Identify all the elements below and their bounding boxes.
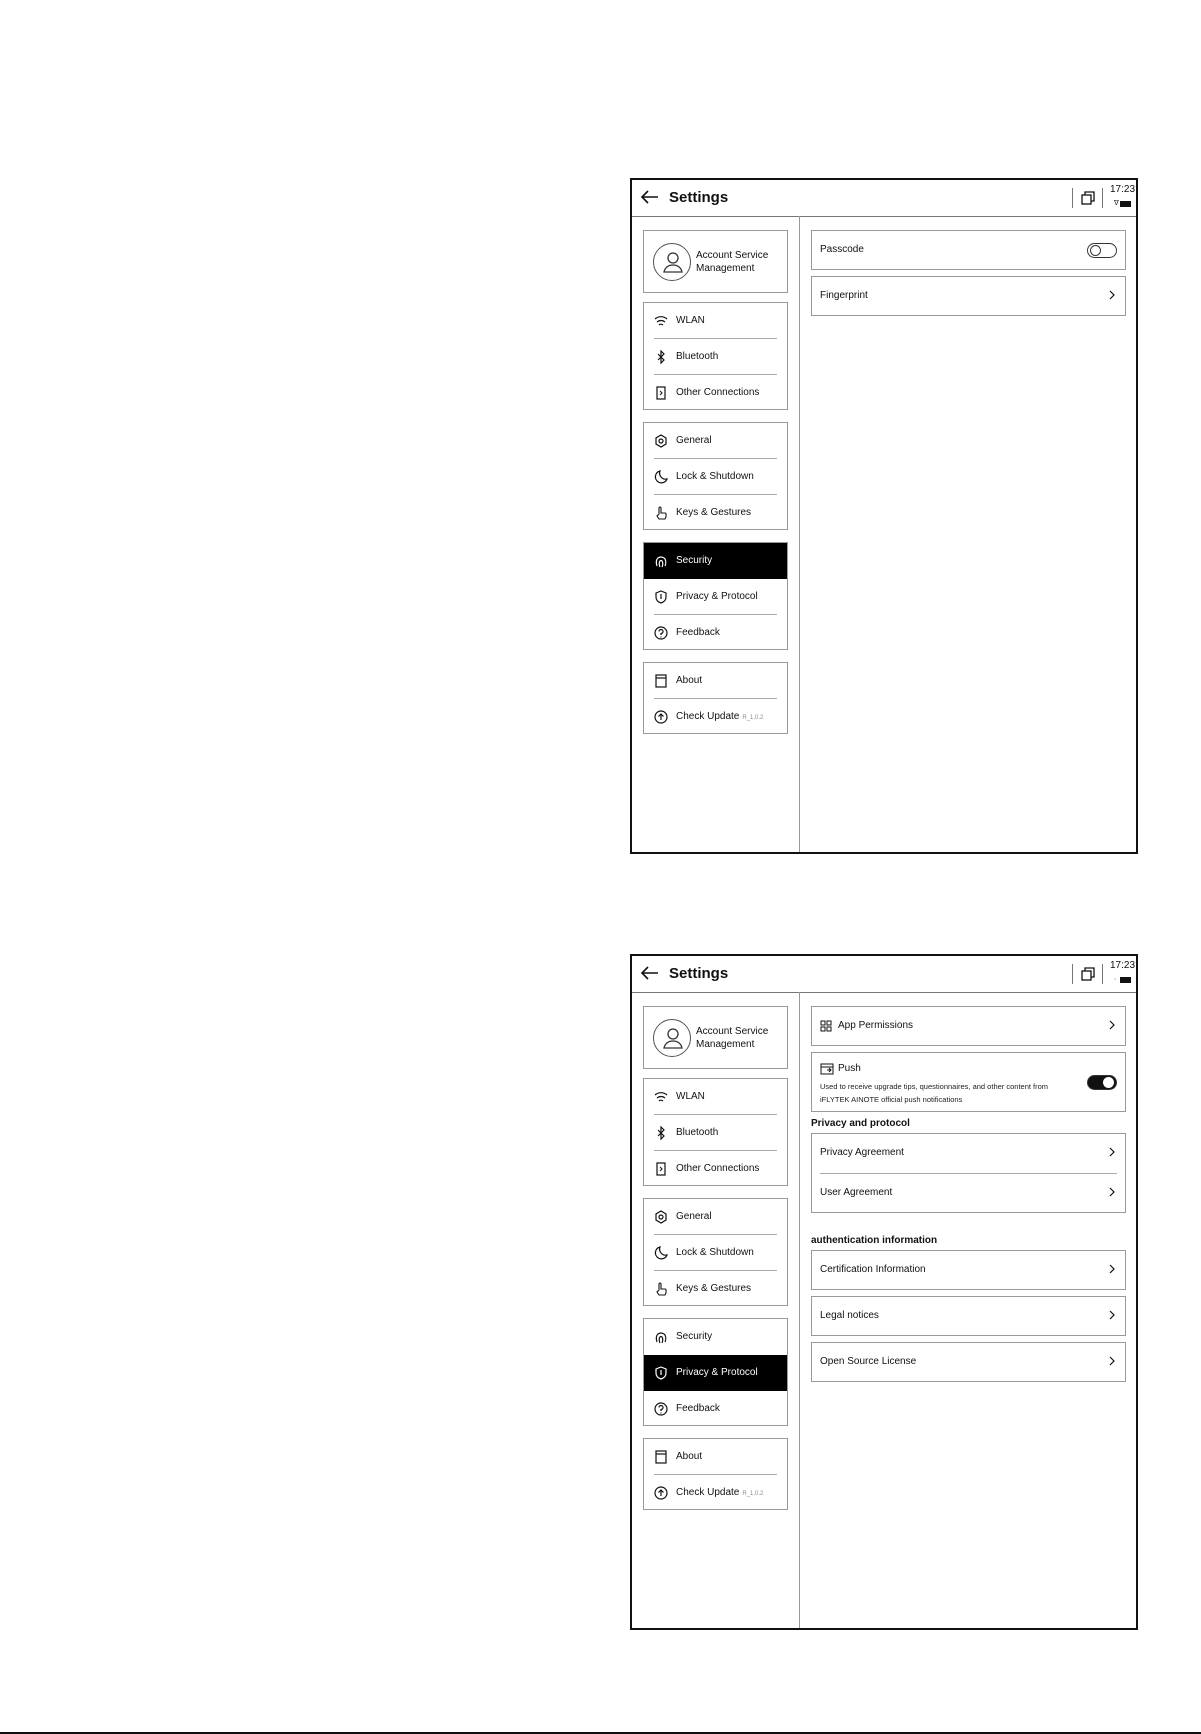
device-icon [654,1450,668,1464]
check-update-label: Check Update [676,1487,740,1498]
divider [1072,188,1073,208]
sidebar-item-label: Security [676,1331,713,1342]
section-title-auth: authentication information [811,1235,938,1246]
sidebar-item-label: Lock & Shutdown [676,471,754,482]
top-bar [632,180,1136,217]
account-card[interactable] [643,230,788,293]
settings-content [800,216,1136,852]
connections-group [643,302,788,410]
user-agreement-label: User Agreement [820,1187,893,1198]
account-label: Account Service Management [696,250,769,274]
account-card[interactable] [643,1006,788,1069]
chevron-right-icon [1109,1264,1115,1274]
bluetooth-icon [654,350,668,364]
app-permissions-label: App Permissions [838,1020,914,1031]
toggle-knob [1103,1077,1114,1088]
fingerprint-row[interactable] [811,276,1126,316]
device-icon [654,674,668,688]
sidebar-item-general[interactable] [644,1199,787,1235]
sidebar-item-privacy-protocol[interactable] [644,1355,787,1391]
sidebar-item-check-update[interactable] [644,1475,787,1511]
shield-icon [654,1366,668,1380]
sidebar-item-label: Bluetooth [676,351,719,362]
certification-row[interactable] [811,1250,1126,1290]
open-source-label: Open Source License [820,1356,917,1367]
chevron-right-icon [1109,1147,1115,1157]
about-group [643,662,788,734]
sidebar-item-wlan[interactable] [644,1079,787,1115]
passcode-toggle[interactable] [1087,243,1117,258]
sidebar-item-label: Bluetooth [676,1127,719,1138]
sidebar-item-label: Keys & Gestures [676,1283,752,1294]
sidebar-item-label: WLAN [676,315,705,326]
chevron-right-icon [1109,1356,1115,1366]
section-title-privacy: Privacy and protocol [811,1118,910,1129]
chevron-right-icon [1109,1310,1115,1320]
sidebar-item-security[interactable] [644,543,787,579]
security-group [643,1318,788,1426]
sidebar-item-label [676,711,763,722]
sidebar-item-label [676,1487,763,1498]
sidebar-item-feedback[interactable] [644,615,787,651]
sidebar-item-privacy-protocol[interactable] [644,579,787,615]
chevron-right-icon [1109,290,1115,300]
user-icon [662,251,684,273]
sidebar-item-lock-shutdown[interactable] [644,459,787,495]
push-label: Push [838,1063,861,1074]
sidebar-item-label: About [676,1451,703,1462]
security-group [643,542,788,650]
chevron-right-icon [1109,1187,1115,1197]
check-update-label: Check Update [676,711,740,722]
connection-icon [654,1162,668,1176]
sidebar-item-other-connections[interactable] [644,1151,787,1187]
connections-group [643,1078,788,1186]
top-bar [632,956,1136,993]
sidebar-item-keys-gestures[interactable] [644,1271,787,1307]
multiwindow-icon[interactable] [1081,967,1095,981]
divider [1072,964,1073,984]
sidebar-item-other-connections[interactable] [644,375,787,411]
sidebar-item-security[interactable] [644,1319,787,1355]
user-icon [662,1027,684,1049]
sidebar-item-label: Security [676,555,713,566]
fingerprint-icon [654,554,668,568]
hand-pointer-icon [654,506,668,520]
sidebar-item-label: General [676,435,712,446]
wifi-icon: · [1114,976,1117,983]
wifi-icon [654,1090,668,1104]
page-title: Settings [669,965,729,982]
user-agreement-row[interactable] [812,1174,1125,1214]
sidebar-item-keys-gestures[interactable] [644,495,787,531]
settings-content [800,992,1136,1628]
moon-icon [654,470,668,484]
version-label: R_1.0.2 [742,715,764,721]
back-arrow-icon[interactable] [640,188,660,206]
divider [1102,964,1103,984]
app-permissions-row[interactable] [811,1006,1126,1046]
multiwindow-icon[interactable] [1081,191,1095,205]
version-label: R_1.0.2 [742,1491,764,1497]
about-group [643,1438,788,1510]
push-row [811,1052,1126,1112]
sidebar-item-label: Privacy & Protocol [676,591,758,602]
settings-sidebar [632,992,800,1628]
sidebar-item-label: Other Connections [676,387,760,398]
bluetooth-icon [654,1126,668,1140]
battery-icon [1120,977,1131,983]
avatar [653,1019,691,1057]
sidebar-item-wlan[interactable] [644,303,787,339]
certification-label: Certification Information [820,1264,926,1275]
sidebar-item-lock-shutdown[interactable] [644,1235,787,1271]
question-icon [654,1402,668,1416]
push-icon [820,1063,834,1075]
sidebar-item-label: General [676,1211,712,1222]
sidebar-item-label: Keys & Gestures [676,507,752,518]
connection-icon [654,386,668,400]
gear-icon [654,434,668,448]
question-icon [654,626,668,640]
privacy-agreement-label: Privacy Agreement [820,1147,904,1158]
sidebar-item-about[interactable] [644,1439,787,1475]
sidebar-item-check-update[interactable] [644,699,787,735]
push-toggle[interactable] [1087,1075,1117,1090]
sidebar-item-general[interactable] [644,423,787,459]
hand-pointer-icon [654,1282,668,1296]
chevron-right-icon [1109,1020,1115,1030]
upload-circle-icon [654,1486,668,1500]
passcode-label: Passcode [820,244,864,255]
sidebar-item-label: About [676,675,703,686]
passcode-row [811,230,1126,270]
avatar [653,243,691,281]
sidebar-item-feedback[interactable] [644,1391,787,1427]
status-time: 17:23 [1110,184,1136,195]
back-arrow-icon[interactable] [640,964,660,982]
sidebar-item-about[interactable] [644,663,787,699]
battery-icon [1120,201,1131,207]
toggle-knob [1090,245,1101,256]
sidebar-item-label: Lock & Shutdown [676,1247,754,1258]
privacy-group [811,1133,1126,1213]
shield-icon [654,590,668,604]
divider [1102,188,1103,208]
sidebar-item-label: Other Connections [676,1163,760,1174]
privacy-agreement-row[interactable] [812,1134,1125,1174]
sidebar-item-bluetooth[interactable] [644,1115,787,1151]
system-group [643,422,788,530]
sidebar-item-label: Feedback [676,1403,720,1414]
legal-notices-row[interactable] [811,1296,1126,1336]
system-group [643,1198,788,1306]
push-description: Used to receive upgrade tips, questionnaires, and other content from iFLYTEK AINOTE official push notifications [820,1082,1049,1104]
grid-icon [820,1020,832,1032]
settings-screen-security [630,178,1138,854]
sidebar-item-bluetooth[interactable] [644,339,787,375]
wifi-icon: ᐁ [1114,200,1119,207]
settings-screen-privacy [630,954,1138,1630]
fingerprint-label: Fingerprint [820,290,868,301]
upload-circle-icon [654,710,668,724]
legal-notices-label: Legal notices [820,1310,879,1321]
sidebar-item-label: Privacy & Protocol [676,1367,758,1378]
page-title: Settings [669,189,729,206]
sidebar-item-label: Feedback [676,627,720,638]
status-time: 17:23 [1110,960,1136,971]
gear-icon [654,1210,668,1224]
fingerprint-icon [654,1330,668,1344]
sidebar-item-label: WLAN [676,1091,705,1102]
open-source-row[interactable] [811,1342,1126,1382]
settings-sidebar [632,216,800,852]
wifi-icon [654,314,668,328]
moon-icon [654,1246,668,1260]
account-label: Account Service Management [696,1026,769,1050]
